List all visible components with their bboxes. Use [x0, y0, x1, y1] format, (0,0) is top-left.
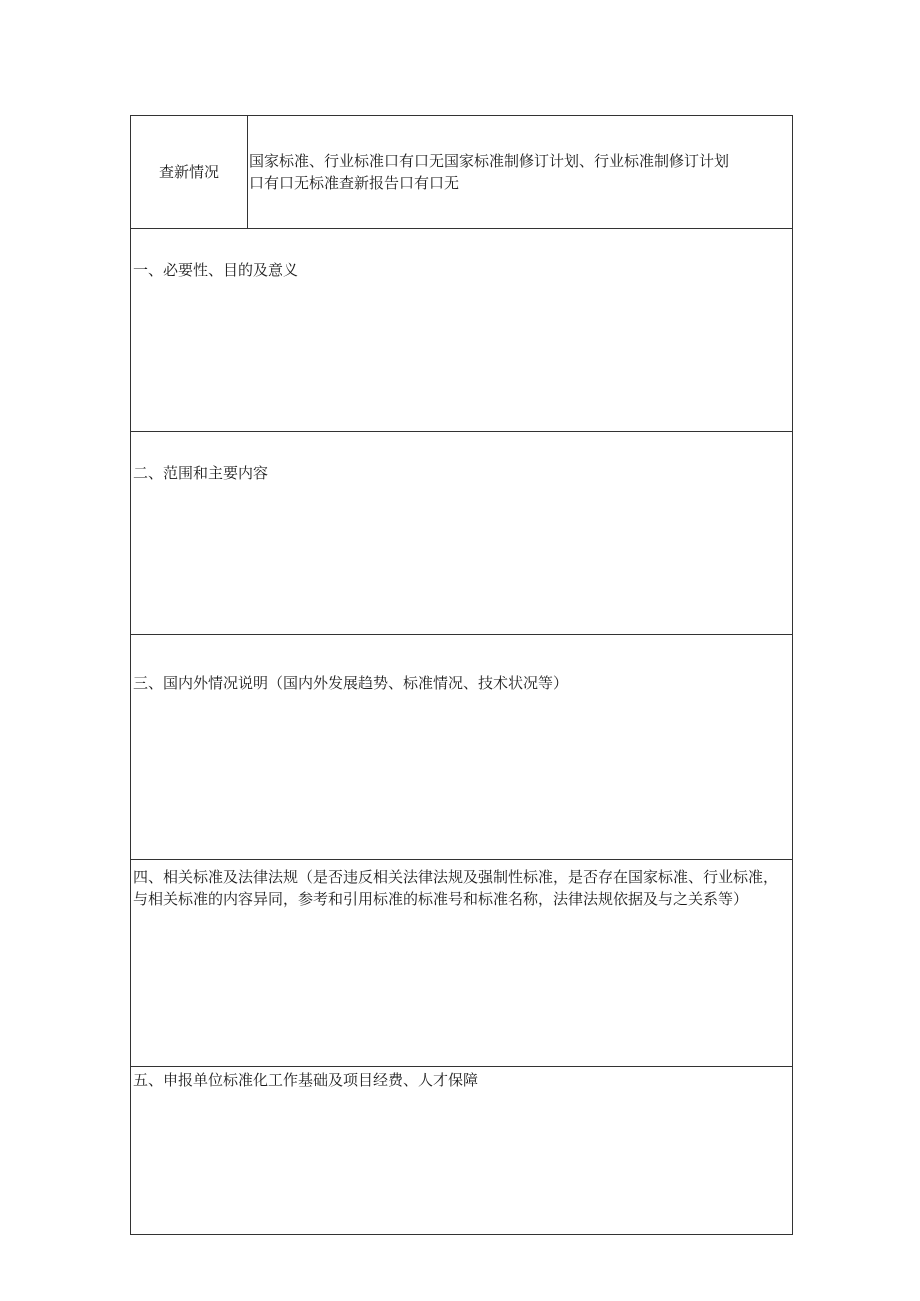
- section-row-scope: [131, 432, 793, 635]
- section-situation[interactable]: [131, 635, 793, 860]
- search-status-label: 查新情况: [131, 116, 248, 229]
- section-applicant-basis-title: 五、申报单位标准化工作基础及项目经费、人才保障: [133, 1071, 479, 1089]
- section-scope-title: 二、范围和主要内容: [133, 464, 269, 482]
- section-row-necessity: [131, 229, 793, 432]
- section-necessity[interactable]: [131, 229, 793, 432]
- search-status-row: [131, 116, 793, 229]
- section-row-situation: [131, 635, 793, 860]
- section-necessity-title: 一、必要性、目的及意义: [133, 261, 299, 279]
- search-status-value[interactable]: [248, 116, 793, 229]
- section-row-applicant-basis: [131, 1067, 793, 1235]
- section-scope[interactable]: [131, 432, 793, 635]
- section-row-related-standards: [131, 860, 793, 1067]
- search-status-line-2: 口有口无标准查新报告口有口无: [249, 174, 460, 192]
- section-related-standards-title: 四、相关标准及法律法规（是否违反相关法律法规及强制性标准，是否存在国家标准、行业标准，与相关标准的内容异同，参考和引用标准的标准号和标准名称，法律法规依据及与之关系等）: [133, 868, 779, 908]
- search-status-line-1: 国家标准、行业标准口有口无国家标准制修订计划、行业标准制修订计划: [249, 152, 730, 170]
- proposal-form-table: [130, 115, 793, 1235]
- section-applicant-basis[interactable]: [131, 1067, 793, 1235]
- section-related-standards[interactable]: [131, 860, 793, 1067]
- section-situation-title: 三、国内外情况说明（国内外发展趋势、标准情况、技术状况等）: [133, 674, 569, 692]
